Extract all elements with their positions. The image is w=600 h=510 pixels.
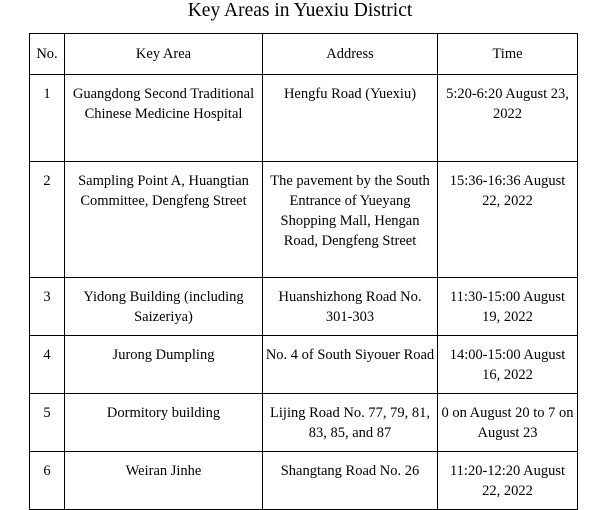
cell-no: 3 [30,278,65,336]
cell-no: 1 [30,75,65,162]
cell-address: Huanshizhong Road No. 301-303 [263,278,438,336]
cell-key-area: Yidong Building (including Saizeriya) [65,278,263,336]
table-row [30,162,578,278]
cell-key-area: Sampling Point A, Huangtian Committee, Dengfeng Street [65,162,263,278]
header-key-area: Key Area [65,34,263,75]
cell-key-area: Jurong Dumpling [65,336,263,394]
page-title: Key Areas in Yuexiu District [187,0,413,21]
cell-key-area: Weiran Jinhe [65,452,263,510]
header-time: Time [438,34,578,75]
cell-address: Shangtang Road No. 26 [263,452,438,510]
cell-time: 0 on August 20 to 7 on August 23 [438,394,578,452]
table-row [30,452,578,510]
header-no: No. [30,34,65,75]
header-address: Address [263,34,438,75]
cell-address: The pavement by the South Entrance of Yueyang Shopping Mall, Hengan Road, Dengfeng Street [263,162,438,278]
key-areas-table [29,33,578,510]
cell-no: 5 [30,394,65,452]
table-row [30,394,578,452]
cell-time: 11:20-12:20 August 22, 2022 [438,452,578,510]
cell-no: 4 [30,336,65,394]
table-row [30,278,578,336]
table-row [30,75,578,162]
cell-key-area: Dormitory building [65,394,263,452]
cell-key-area: Guangdong Second Traditional Chinese Medicine Hospital [65,75,263,162]
cell-no: 6 [30,452,65,510]
cell-time: 15:36-16:36 August 22, 2022 [438,162,578,278]
cell-no: 2 [30,162,65,278]
cell-address: No. 4 of South Siyouer Road [263,336,438,394]
cell-time: 14:00-15:00 August 16, 2022 [438,336,578,394]
table-row [30,336,578,394]
cell-address: Lijing Road No. 77, 79, 81, 83, 85, and 87 [263,394,438,452]
cell-time: 11:30-15:00 August 19, 2022 [438,278,578,336]
cell-time: 5:20-6:20 August 23, 2022 [438,75,578,162]
table-header-row [30,34,578,75]
cell-address: Hengfu Road (Yuexiu) [263,75,438,162]
